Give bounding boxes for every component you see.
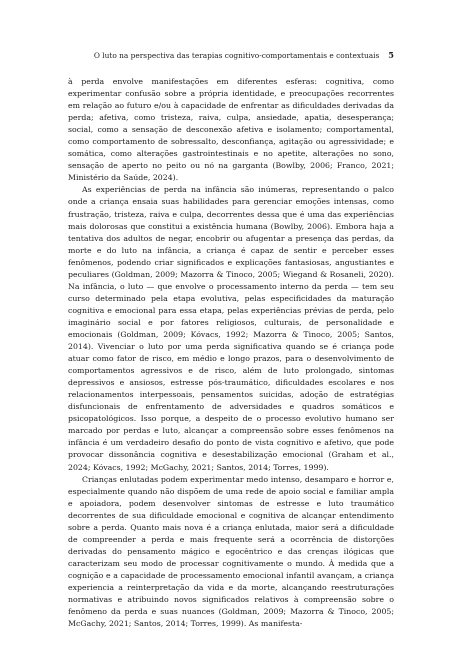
page-number: 5 bbox=[388, 50, 394, 60]
paragraph-continuation: à perda envolve manifestações em diferentes esferas: cognitiva, como experimentar confusão sobre a própria identidade, e preocupações recorrentes em relação ao futuro e/ou à capacidade de enfrentar as dificuldades derivadas da perda; afetiva, como tristeza, raiva, culpa, ansiedade, apatia, desesperança; social, como a sensação de desconexão afetiva e isolamento; comportamental, como comportamento de sobressalto, desconfiança, agitação ou agressividade; e somática, como alterações gastrointestinais e no apetite, alterações no sono, sensação de aperto no peito ou nó na garganta (Bowlby, 2006; Franco, 2021; Ministério da Saúde, 2024). bbox=[68, 77, 394, 183]
running-header bbox=[68, 50, 394, 61]
paragraph-childhood-loss: As experiências de perda na infância são inúmeras, representando o palco onde a criança ensaia suas habilidades para gerenciar emoções intensas, como frustração, tristeza, raiva e culpa, decorrentes dessa que é uma das experiências mais dolorosas que constitui a existência humana (Bowlby, 2006). Embora haja a tentativa dos adultos de negar, encobrir ou afugentar a presença das perdas, da morte e do luto na infância, a criança é capaz de sentir e perceber esses fenômenos, podendo criar significados e explicações fantasiosas, angustiantes e peculiares (Goldman, 2009; Mazorra & Tinoco, 2005; Wiegand & Rosaneli, 2020). Na infância, o luto — que envolve o processamento interno da perda — tem seu curso determinado pela etapa evolutiva, pelas especificidades da maturação cognitiva e emocional para essa etapa, pelas experiências prévias de perda, pelo imaginário social e por fatores religiosos, culturais, de personalidade e emocionais (Goldman, 2009; Kóvacs, 1992; Mazorra & Tinoco, 2005; Santos, 2014). Vivenciar o luto por uma perda significativa quando se é criança pode atuar como fator de risco, em médio e longo prazos, para o desenvolvimento de comportamentos agressivos e de risco, além de luto prolongado, sintomas depressivos e ansiosos, estresse pós-traumático, dificuldades escolares e nos relacionamentos interpessoais, pensamentos suicidas, adoção de estratégias disfuncionais de enfrentamento de adversidades e quadros somáticos e psicopatológicos. Isso porque, a despeito de o processo evolutivo humano ser marcado por perdas e luto, alcançar a compreensão sobre esses fenômenos na infância é um verdadeiro desafio do ponto de vista cognitivo e afetivo, que pode provocar dissonância cognitiva e desestabilização emocional (Graham et al., 2024; Kóvacs, 1992; McGachy, 2021; Santos, 2014; Torres, 1999). bbox=[68, 185, 394, 472]
paragraph-bereaved-children: Crianças enlutadas podem experimentar medo intenso, desamparo e horror e, especialmente quando não dispõem de uma rede de apoio social e familiar ampla e apoiadora, podem desenvolver sintomas de estresse e luto traumático decorrentes de sua dificuldade emocional e cognitiva de alcançar entendimento sobre a perda. Quanto mais nova é a criança enlutada, maior será a dificuldade de compreender a perda e mais frequente será a ocorrência de distorções derivadas do pensamento mágico e egocêntrico e das crenças ilógicas que caracterizam seu modo de processar cognitivamente o mundo. À medida que a cognição e a capacidade de processamento emocional infantil avançam, a criança experiencia a reinterpretação da vida e da morte, alcançando reestruturações normativas e atribuindo novos significados relativos à compreensão sobre o fenômeno da perda e suas nuances (Goldman, 2009; Mazorra & Tinoco, 2005; McGachy, 2021; Santos, 2014; Torres, 1999). As manifesta- bbox=[68, 474, 394, 629]
body-text bbox=[68, 76, 394, 630]
running-title: O luto na perspectiva das terapias cognitivo-comportamentais e contextuais bbox=[93, 51, 380, 60]
